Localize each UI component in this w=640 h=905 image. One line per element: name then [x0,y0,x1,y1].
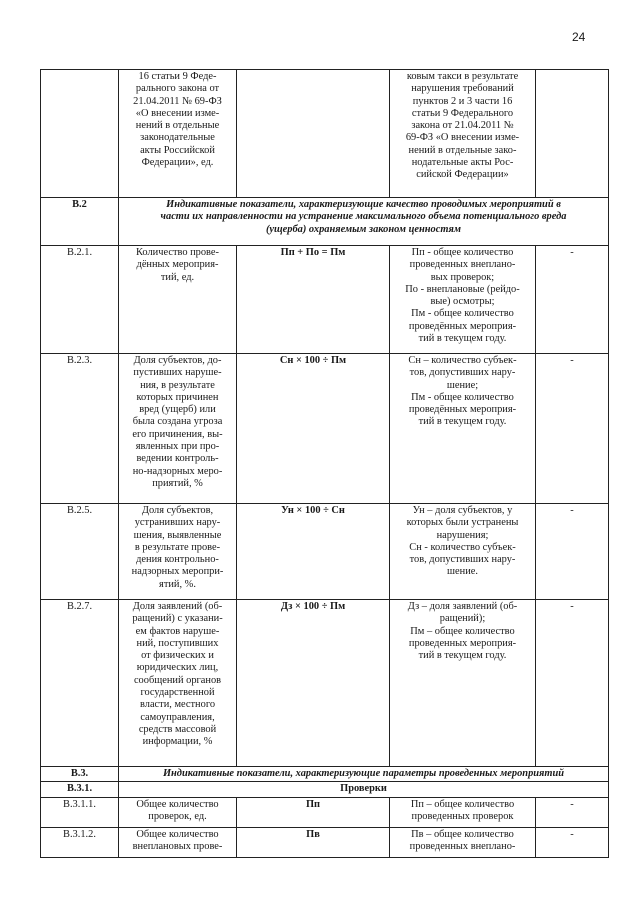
text-line: Доля субъектов, до- [133,355,222,366]
text-line: шение. [447,566,478,578]
indicator-note: - [536,354,609,504]
text-line: государственной [140,687,215,699]
text-line: проведенных внеплано- [409,259,516,271]
text-line: тий в текущем году. [418,650,507,662]
text-line: проверок, ед. [148,810,207,822]
text-line: 16 статьи 9 Феде- [138,71,217,82]
indicator-note: - [536,504,609,600]
indicator-formula: Ун × 100 ÷ Сн [237,504,390,600]
indicator-note: - [536,246,609,354]
section-code: В.3. [41,767,119,782]
table-row [41,504,609,600]
text-line: пунктов 2 и 3 части 16 [412,95,513,107]
text-line: явленных при про- [135,441,220,453]
text-line: Пп - общее количество [411,247,514,258]
text-line: Пп – общее количество [410,798,515,810]
text-line: статьи 9 Федерального [411,107,514,119]
text-line: ния, в результате [140,379,215,391]
text-line: Дз – доля заявлений (об- [407,601,518,612]
indicator-description [390,504,536,600]
indicator-formula: Пп [237,797,390,827]
text-line: дения контрольно- [136,554,219,566]
indicator-code [41,70,119,198]
table-row [41,827,609,857]
text-line: акты Российской [140,144,215,156]
text-line: проведенных внеплано- [409,840,516,852]
text-line: в результате прове- [134,541,221,553]
section-code: В.2 [41,198,119,246]
text-line: Индикативные показатели, характеризующие качество проводимых мероприятий в [166,199,561,210]
text-line: информации, % [142,736,213,748]
indicator-formula: Пп + По = Пм [237,246,390,354]
text-line: Пм – общее количество [410,625,515,637]
section-header-row [41,767,609,782]
indicator-code: В.2.5. [41,504,119,600]
text-line: «О внесении изме- [135,107,220,119]
page-number: 24 [572,30,586,44]
indicator-code: В.2.3. [41,354,119,504]
text-line: нарушения требований [411,83,514,95]
indicator-formula: Пв [237,827,390,857]
text-line: которых были устранены [406,517,519,529]
text-line: части их направленности на устранение максимального объема потенциального вреда [160,211,567,223]
subsection-code: В.3.1. [41,782,119,797]
text-line: шение; [446,379,479,391]
text-line: тий в текущем году. [418,333,507,345]
text-line: (ущерба) охраняемым законом ценностям [265,223,462,235]
text-line: Пв – общее количество [411,828,514,840]
indicator-code: В.2.1. [41,246,119,354]
text-line: самоуправления, [140,711,215,723]
text-line: дённых мероприя- [136,259,219,271]
text-line: тий, ед. [160,271,195,283]
indicator-note: - [536,600,609,767]
text-line: вред (ущерб) или [139,404,216,416]
text-line: надзорных меропри- [131,566,224,578]
text-line: Сн – количество субъек- [408,355,517,366]
text-line: проведённых мероприя- [408,320,517,332]
text-line: Доля заявлений (об- [132,601,223,612]
indicator-name [119,797,237,827]
text-line: ятий, %. [159,578,196,590]
text-line: ращений) с указани- [132,613,223,625]
text-line: нодательные акты Рос- [411,157,514,169]
indicator-description [390,70,536,198]
text-line: юридических лиц, [136,662,219,674]
indicator-code: В.3.1.2. [41,827,119,857]
text-line: законодательные [140,132,215,144]
indicator-note [536,70,609,198]
text-line: Ун – доля субъектов, у [412,505,513,516]
text-line: вых проверок; [430,271,495,283]
text-line: Сн - количество субъек- [409,541,516,553]
subsection-title: Проверки [119,782,609,797]
text-line: Общее количество [136,828,219,840]
text-line: Пм - общее количество [411,308,514,320]
indicator-name [119,504,237,600]
indicator-formula: Сн × 100 ÷ Пм [237,354,390,504]
text-line: Пм - общее количество [411,391,514,403]
section-header-row [41,198,609,246]
text-line: тов, допустивших нару- [409,554,516,566]
text-line: которых причинен [136,391,219,403]
text-line: тий в текущем году. [418,416,507,428]
indicator-formula [237,70,390,198]
section-title [119,767,609,782]
indicator-description [390,246,536,354]
text-line: приятий, % [152,477,203,489]
indicator-description [390,354,536,504]
table-row [41,246,609,354]
text-line: нарушения; [436,529,489,541]
text-line: Федерации», ед. [141,157,214,169]
text-line: ний, поступивших [136,637,219,649]
text-line: шения, выявленные [133,529,222,541]
indicator-note: - [536,797,609,827]
text-line: ковым такси в результате [406,71,519,82]
text-line: нений в отдельные зако- [408,144,517,156]
text-line: 69-ФЗ «О внесении изме- [405,132,520,144]
text-line: устранивших нару- [134,517,221,529]
table-row [41,600,609,767]
text-line: была создана угроза [132,416,223,428]
text-line: сийской Федерации» [416,169,509,181]
table-row [41,70,609,198]
indicator-name [119,70,237,198]
text-line: от физических и [141,650,214,662]
text-line: ращений); [439,613,486,625]
indicator-code: В.2.7. [41,600,119,767]
text-line: закона от 21.04.2011 № [411,120,514,132]
text-line: вые) осмотры; [430,296,495,308]
indicator-name [119,600,237,767]
text-line: По - внеплановые (рейдо- [405,283,520,295]
table-row [41,354,609,504]
text-line: пустивших наруше- [133,367,222,379]
section-title [119,198,609,246]
text-line: ведении контроль- [136,453,219,465]
indicator-note: - [536,827,609,857]
text-line: нений в отдельные [135,120,220,132]
text-line: проведенных проверок [411,810,514,822]
indicator-table [40,69,609,858]
indicator-name [119,246,237,354]
subsection-header-row [41,782,609,797]
table-row [41,797,609,827]
text-line: власти, местного [139,699,216,711]
indicator-description [390,797,536,827]
text-line: рального закона от [135,83,220,95]
text-line: проведённых мероприя- [408,404,517,416]
text-line: 21.04.2011 № 69-ФЗ [133,95,222,107]
text-line: Количество прове- [136,247,219,258]
indicator-name [119,827,237,857]
indicator-code: В.3.1.1. [41,797,119,827]
text-line: проведенных мероприя- [408,637,517,649]
text-line: сообщений органов [133,674,222,686]
text-line: ем фактов наруше- [135,625,220,637]
text-line: его причинения, вы- [132,428,223,440]
indicator-name [119,354,237,504]
text-line: Доля субъектов, [141,505,214,516]
text-line: тов, допустивших нару- [409,367,516,379]
text-line: Индикативные показатели, характеризующие параметры проведенных мероприятий [162,768,565,779]
indicator-formula: Дз × 100 ÷ Пм [237,600,390,767]
indicator-description [390,827,536,857]
text-line: средств массовой [138,723,217,735]
indicator-description [390,600,536,767]
text-line: Общее количество [136,798,219,810]
text-line: но-надзорных меро- [132,465,223,477]
text-line: внеплановых прове- [132,840,223,852]
